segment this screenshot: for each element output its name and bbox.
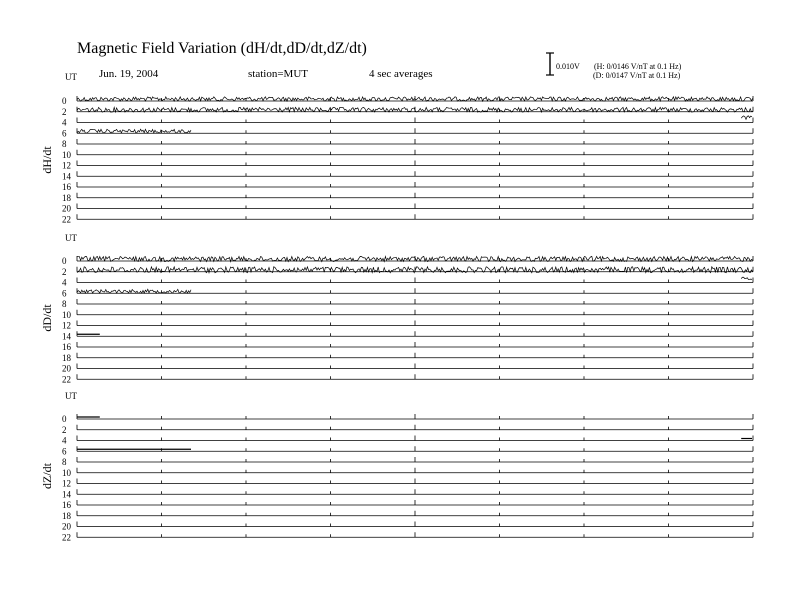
hour-label: 22: [62, 214, 71, 225]
hour-label: 12: [62, 160, 71, 171]
panel-dz-dt: [40, 391, 753, 542]
hour-label: 4: [62, 117, 67, 128]
hour-label: 4: [62, 435, 67, 446]
hour-label: 22: [62, 374, 71, 385]
y-axis-label: dH/dt: [40, 146, 54, 174]
panel-dd-dt: [40, 233, 753, 384]
hour-label: 22: [62, 532, 71, 543]
hour-label: 10: [62, 149, 71, 160]
averaging-label: 4 sec averages: [369, 68, 433, 80]
hour-label: 2: [62, 106, 67, 117]
hour-label: 12: [62, 320, 71, 331]
scale-value: 0.010V: [556, 62, 580, 71]
hour-label: 16: [62, 342, 71, 352]
station-label: station=MUT: [248, 68, 308, 80]
ut-label: UT: [65, 391, 77, 401]
hour-label: 18: [62, 192, 71, 203]
ut-label: UT: [65, 233, 77, 243]
chart-title: Magnetic Field Variation (dH/dt,dD/dt,dZ/dt): [77, 40, 367, 57]
data-trace: [77, 129, 191, 133]
data-trace: [741, 277, 752, 279]
hour-label: 14: [62, 331, 71, 342]
hour-label: 0: [62, 414, 67, 424]
hour-label: 0: [62, 96, 67, 106]
scale-note-d: (D: 0/0147 V/nT at 0.1 Hz): [593, 71, 681, 80]
scale-bar: [546, 53, 554, 75]
hour-label: 4: [62, 277, 67, 288]
scale-note-h: (H: 0/0146 V/nT at 0.1 Hz): [594, 62, 682, 71]
hour-label: 8: [62, 299, 67, 309]
hour-label: 6: [62, 446, 67, 457]
data-trace: [77, 289, 191, 293]
hour-label: 6: [62, 128, 67, 139]
date-label: Jun. 19, 2004: [99, 68, 159, 80]
hour-label: 6: [62, 288, 67, 299]
hour-label: 18: [62, 352, 71, 363]
hour-label: 20: [62, 521, 71, 532]
hour-label: 2: [62, 266, 67, 277]
hour-label: 20: [62, 203, 71, 214]
y-axis-label: dD/dt: [40, 304, 54, 332]
hour-label: 16: [62, 500, 71, 510]
data-trace: [741, 116, 752, 120]
y-axis-label: dZ/dt: [40, 463, 54, 489]
hour-label: 10: [62, 309, 71, 320]
hour-label: 0: [62, 256, 67, 266]
hour-label: 12: [62, 478, 71, 489]
hour-label: 8: [62, 139, 67, 149]
hour-label: 10: [62, 467, 71, 478]
hour-label: 16: [62, 182, 71, 192]
hour-label: 8: [62, 457, 67, 467]
hour-label: 14: [62, 171, 71, 182]
ut-label: UT: [65, 72, 77, 82]
hour-label: 20: [62, 363, 71, 374]
hour-label: 14: [62, 489, 71, 500]
hour-label: 2: [62, 424, 67, 435]
panel-dh-dt: [40, 72, 753, 224]
hour-label: 18: [62, 510, 71, 521]
